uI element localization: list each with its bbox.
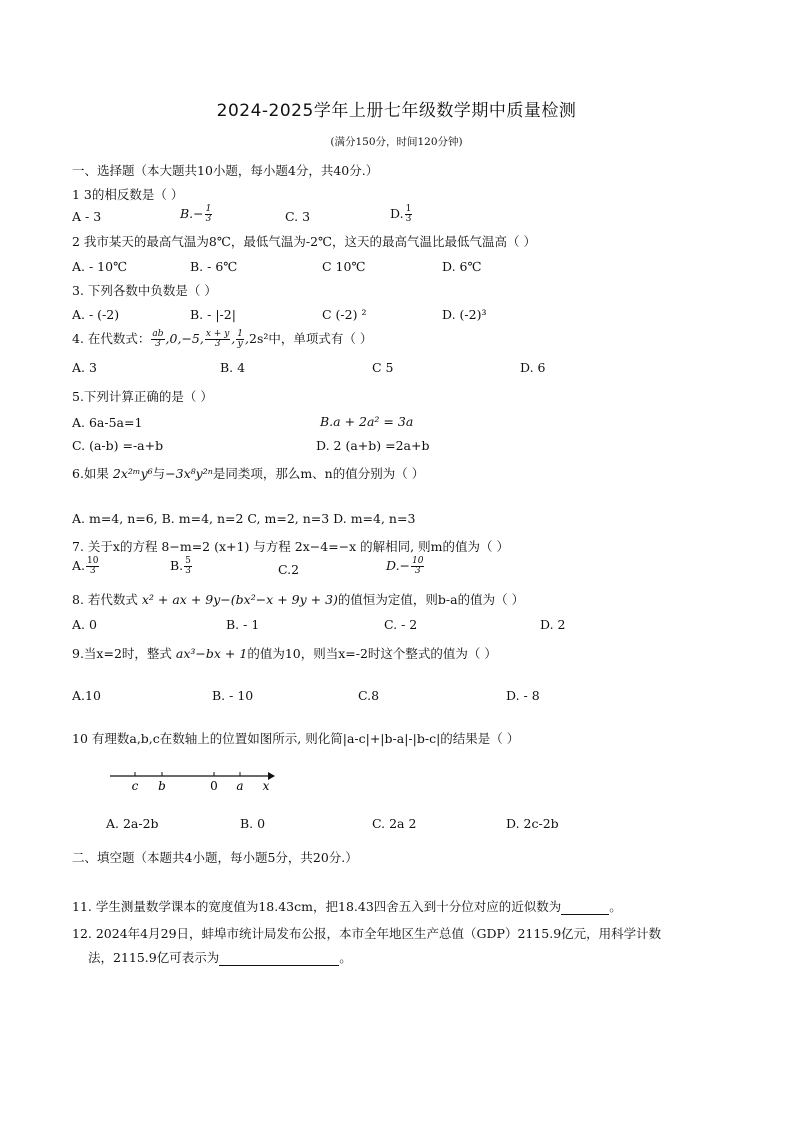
q1-stem: 1 3的相反数是（ ） xyxy=(72,187,184,202)
q2-stem: 2 我市某天的最高气温为8℃，最低气温为-2℃，这天的最高气温比最低气温高（ ） xyxy=(72,234,536,249)
label-a: a xyxy=(236,779,244,793)
q7-option-c: C.2 xyxy=(278,562,300,577)
q12-answer-blank[interactable] xyxy=(219,949,339,966)
q3-option-b: B. - |-2| xyxy=(190,307,236,322)
q12-line-1: 12. 2024年4月29日，蚌埠市统计局发布公报，本市全年地区生产总值（GDP）2115.9亿元，用科学计数 xyxy=(72,926,662,941)
q5-option-a: A. 6a-5a=1 xyxy=(72,415,143,430)
q6-stem: 6.如果 2x²ᵐy⁶与−3x⁸y²ⁿ是同类项，那么m、n的值分别为（ ） xyxy=(72,466,425,481)
page-subtitle: (满分150分，时间120分钟) xyxy=(330,136,463,148)
q1-option-b: B.− $\frac{1}{3}$ xyxy=(180,204,212,224)
q5-option-c: C. (a-b) =-a+b xyxy=(72,438,164,453)
q8-option-d: D. 2 xyxy=(540,617,566,632)
q10-option-c: C. 2a 2 xyxy=(372,816,417,831)
q3-option-d: D. (-2)³ xyxy=(442,307,487,322)
q5-option-d: D. 2 (a+b) =2a+b xyxy=(316,438,430,453)
q9-option-c: C.8 xyxy=(358,688,380,703)
q8-option-a: A. 0 xyxy=(72,617,97,632)
q1-option-a: A - 3 xyxy=(72,209,102,224)
q5-stem: 5.下列计算正确的是（ ） xyxy=(72,389,213,404)
label-0: 0 xyxy=(210,779,218,793)
q4-option-c: C 5 xyxy=(372,360,394,375)
q8-option-b: B. - 1 xyxy=(226,617,260,632)
q8-stem: 8. 若代数式 x² + ax + 9y−(bx²−x + 9y + 3)的值恒为定值，则b-a的值为（ ） xyxy=(72,592,525,607)
q9-option-a: A.10 xyxy=(72,688,101,703)
q3-option-c: C (-2) ² xyxy=(322,307,367,322)
q10-option-d: D. 2c-2b xyxy=(506,816,559,831)
q11-answer-blank[interactable] xyxy=(561,898,609,915)
q7-option-a: A. $\frac{10}{3}$ xyxy=(72,556,99,576)
q9-stem: 9.当x=2时，整式 ax³−bx + 1的值为10，则当x=-2时这个整式的值为（ ） xyxy=(72,646,497,661)
q7-option-d: D.− $\frac{10}{3}$ xyxy=(386,556,424,576)
q12-line-2: 法，2115.9亿可表示为 。 xyxy=(88,950,352,965)
section-1-heading: 一、选择题（本大题共10小题，每小题4分，共40分.） xyxy=(72,163,379,178)
q4-option-d: D. 6 xyxy=(520,360,546,375)
q4-option-a: A. 3 xyxy=(72,360,97,375)
q1-option-d: D. $\frac{1}{3}$ xyxy=(390,204,412,224)
q1-option-c: C. 3 xyxy=(285,209,311,224)
section-2-heading: 二、填空题（本题共4小题，每小题5分，共20分.） xyxy=(72,850,358,865)
q3-stem: 3. 下列各数中负数是（ ） xyxy=(72,283,217,298)
q8-option-c: C. - 2 xyxy=(384,617,418,632)
q9-option-b: B. - 10 xyxy=(212,688,254,703)
q2-option-c: C 10℃ xyxy=(322,259,366,274)
q2-option-d: D. 6℃ xyxy=(442,259,482,274)
q4-option-b: B. 4 xyxy=(220,360,246,375)
q3-option-a: A. - (-2) xyxy=(72,307,120,322)
q11-text: 11. 学生测量数学课本的宽度值为18.43cm，把18.43四舍五入到十分位对应的近似数为 。 xyxy=(72,899,622,914)
q2-option-a: A. - 10℃ xyxy=(72,259,128,274)
number-line-diagram xyxy=(108,766,288,796)
q7-stem: 7. 关于x的方程 8−m=2 (x+1) 与方程 2x−4=−x 的解相同, 则m的值为（ ） xyxy=(72,539,509,554)
q2-option-b: B. - 6℃ xyxy=(190,259,238,274)
q4-stem: 4. 在代数式： $\frac{ab}{3}$ ,0,−5, $\frac{x + y}{3}$ , $\frac{1}{y}$ ,2s²中，单项式有（ ） xyxy=(72,329,373,349)
label-c: c xyxy=(131,779,139,793)
q10-stem: 10 有理数a,b,c在数轴上的位置如图所示, 则化简|a-c|+|b-a|-|b-c|的结果是（ ） xyxy=(72,731,520,746)
q10-option-a: A. 2a-2b xyxy=(106,816,159,831)
label-b: b xyxy=(158,779,166,793)
q7-option-b: B. $\frac{5}{3}$ xyxy=(170,556,191,576)
label-x: x xyxy=(262,779,270,793)
q9-option-d: D. - 8 xyxy=(506,688,540,703)
page-title: 2024-2025学年上册七年级数学期中质量检测 xyxy=(216,101,577,121)
q10-option-b: B. 0 xyxy=(240,816,266,831)
q6-options: A. m=4, n=6, B. m=4, n=2 C, m=2, n=3 D. m=4, n=3 xyxy=(72,511,416,526)
q5-option-b: B.a + 2a² = 3a xyxy=(320,414,414,429)
